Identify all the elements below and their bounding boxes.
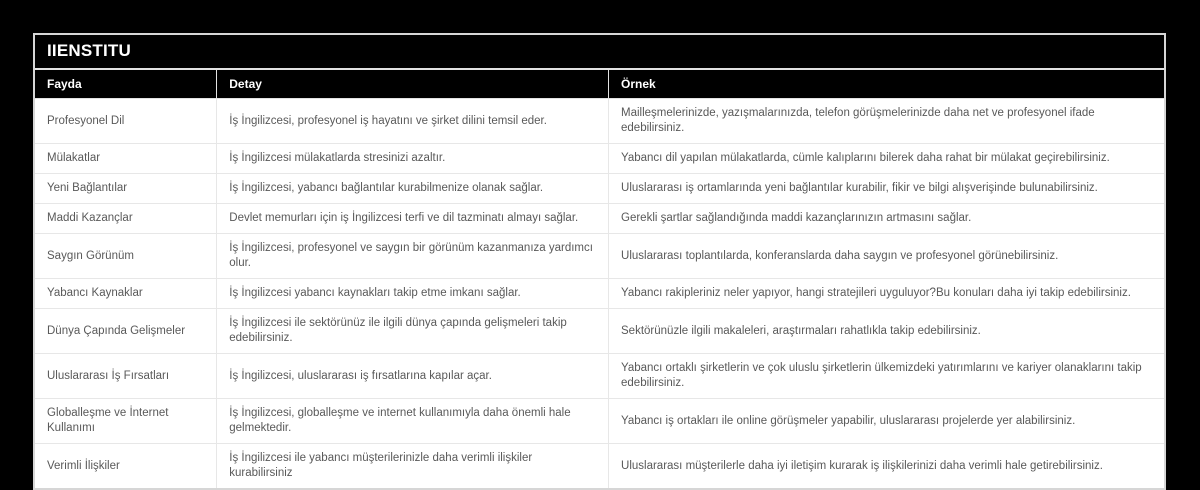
example-cell: Yabancı dil yapılan mülakatlarda, cümle kalıplarını bilerek daha rahat bir mülakat geçirebilirsiniz. (609, 144, 1164, 174)
example-cell: Yabancı iş ortakları ile online görüşmeler yapabilir, uluslararası projelerde yer alabilirsiniz. (609, 399, 1164, 444)
table-title: IIENSTITU (35, 35, 1164, 70)
detail-cell: İş İngilizcesi, uluslararası iş fırsatlarına kapılar açar. (217, 354, 609, 399)
benefit-cell: Saygın Görünüm (35, 234, 217, 279)
example-cell: Gerekli şartlar sağlandığında maddi kazançlarınızın artmasını sağlar. (609, 204, 1164, 234)
detail-cell: İş İngilizcesi ile sektörünüz ile ilgili dünya çapında gelişmeleri takip edebilirsiniz. (217, 309, 609, 354)
table-row (35, 279, 1164, 309)
benefit-cell: Verimli İlişkiler (35, 444, 217, 489)
detail-cell: İş İngilizcesi, yabancı bağlantılar kurabilmenize olanak sağlar. (217, 174, 609, 204)
table-body (35, 99, 1164, 489)
example-cell: Mailleşmelerinizde, yazışmalarınızda, telefon görüşmelerinizde daha net ve profesyonel ifade edebilirsiniz. (609, 99, 1164, 144)
benefit-cell: Yeni Bağlantılar (35, 174, 217, 204)
benefit-cell: Yabancı Kaynaklar (35, 279, 217, 309)
benefits-table (35, 70, 1164, 488)
column-header-fayda: Fayda (35, 70, 217, 99)
table-row (35, 99, 1164, 144)
benefit-cell: Globalleşme ve İnternet Kullanımı (35, 399, 217, 444)
example-cell: Yabancı ortaklı şirketlerin ve çok uluslu şirketlerin ülkemizdeki yatırımlarını ve kariyer olanaklarını takip edebilirsiniz. (609, 354, 1164, 399)
table-row (35, 309, 1164, 354)
example-cell: Uluslararası toplantılarda, konferanslarda daha saygın ve profesyonel görünebilirsiniz. (609, 234, 1164, 279)
detail-cell: İş İngilizcesi, profesyonel ve saygın bir görünüm kazanmanıza yardımcı olur. (217, 234, 609, 279)
benefit-cell: Mülakatlar (35, 144, 217, 174)
example-cell: Sektörünüzle ilgili makaleleri, araştırmaları rahatlıkla takip edebilirsiniz. (609, 309, 1164, 354)
table-row (35, 399, 1164, 444)
table-row (35, 144, 1164, 174)
table-row (35, 234, 1164, 279)
detail-cell: İş İngilizcesi, globalleşme ve internet kullanımıyla daha önemli hale gelmektedir. (217, 399, 609, 444)
benefit-cell: Maddi Kazançlar (35, 204, 217, 234)
table-row (35, 204, 1164, 234)
detail-cell: Devlet memurları için iş İngilizcesi terfi ve dil tazminatı almayı sağlar. (217, 204, 609, 234)
benefits-table-container (33, 33, 1166, 490)
column-header-ornek: Örnek (609, 70, 1164, 99)
detail-cell: İş İngilizcesi, profesyonel iş hayatını ve şirket dilini temsil eder. (217, 99, 609, 144)
table-row (35, 354, 1164, 399)
benefit-cell: Uluslararası İş Fırsatları (35, 354, 217, 399)
benefit-cell: Profesyonel Dil (35, 99, 217, 144)
table-row (35, 444, 1164, 489)
column-header-detay: Detay (217, 70, 609, 99)
detail-cell: İş İngilizcesi yabancı kaynakları takip etme imkanı sağlar. (217, 279, 609, 309)
benefit-cell: Dünya Çapında Gelişmeler (35, 309, 217, 354)
example-cell: Uluslararası iş ortamlarında yeni bağlantılar kurabilir, fikir ve bilgi alışverişinde bulunabilirsiniz. (609, 174, 1164, 204)
example-cell: Uluslararası müşterilerle daha iyi iletişim kurarak iş ilişkilerinizi daha verimli hale getirebilirsiniz. (609, 444, 1164, 489)
detail-cell: İş İngilizcesi ile yabancı müşterilerinizle daha verimli ilişkiler kurabilirsiniz (217, 444, 609, 489)
table-header (35, 70, 1164, 99)
header-row (35, 70, 1164, 99)
detail-cell: İş İngilizcesi mülakatlarda stresinizi azaltır. (217, 144, 609, 174)
table-row (35, 174, 1164, 204)
example-cell: Yabancı rakipleriniz neler yapıyor, hangi stratejileri uyguluyor?Bu konuları daha iyi takip edebilirsiniz. (609, 279, 1164, 309)
